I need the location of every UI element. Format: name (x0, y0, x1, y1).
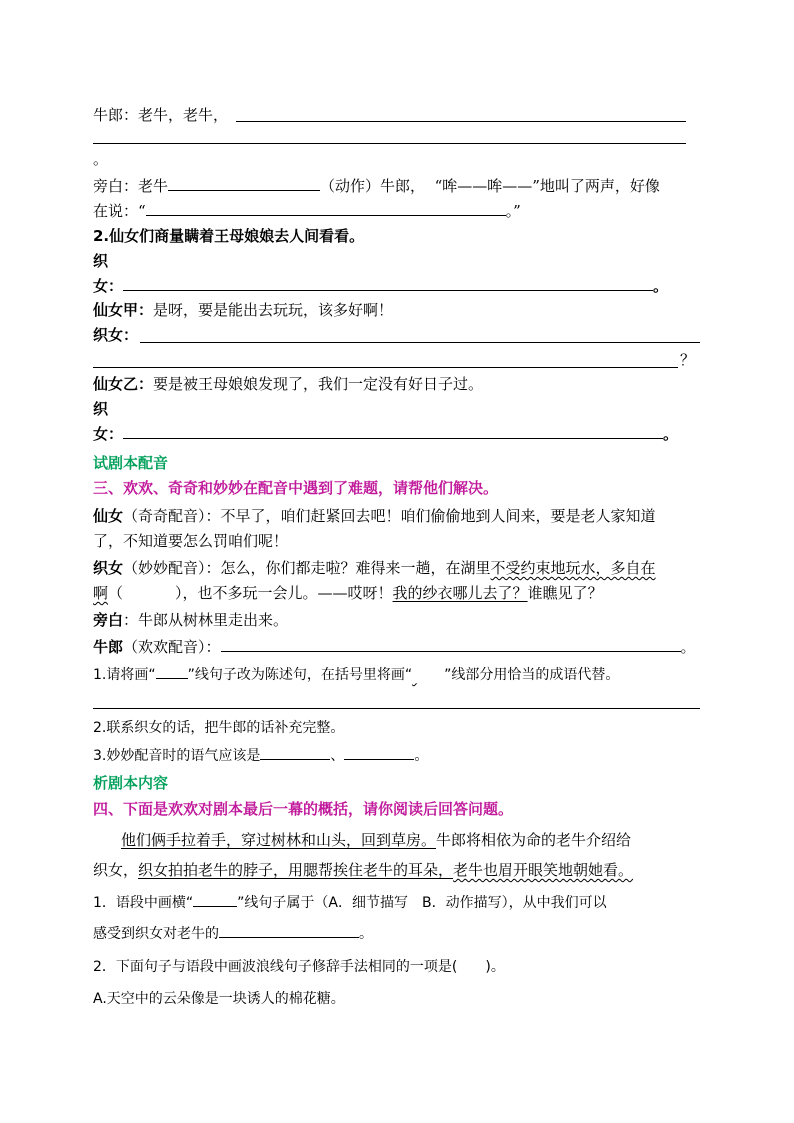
s3-question-3: 3.妙妙配音时的语气应该是 、 。 (93, 748, 429, 764)
answer-blank[interactable] (146, 200, 506, 216)
s4-question-2: 2．下面句子与语段中画波浪线句子修辞手法相同的一项是( )。 (93, 959, 505, 975)
s3-question-2: 2.联系织女的话，把牛郎的话补充完整。 (93, 720, 345, 736)
s4-paragraph-2: 织女，织女拍拍老牛的脖子，用腮帮挨住老牛的耳朵，老牛也眉开眼笑地朝她看。 (93, 861, 634, 879)
section-label: 试剧本配音 (93, 454, 169, 472)
xianjia-line: 仙女甲：是呀，要是能出去玩玩，该多好啊！ (93, 301, 394, 319)
answer-blank[interactable] (123, 275, 653, 291)
xiannv-line-1: 仙女（奇奇配音）：不早了，咱们赶紧回去吧！咱们偷偷地到人间来，要是老人家知道 (93, 507, 656, 525)
section2-heading: 2.仙女们商量瞒着王母娘娘去人间看看。 (93, 227, 365, 245)
section-label: 析剧本内容 (93, 774, 169, 792)
pangbai-line: 旁白：老牛 （动作）牛郎， “哞——哞——”地叫了两声，好像 (93, 177, 660, 195)
zhinv-miao-line-1: 织女（妙妙配音）：怎么，你们都走啦？难得来一趟，在湖里不受约束地玩水，多自在 (93, 559, 656, 577)
answer-blank[interactable] (236, 121, 686, 122)
answer-blank[interactable] (168, 175, 320, 191)
zhinv-line-3: 女： 。 (93, 425, 679, 443)
section4-heading: 四、下面是欢欢对剧本最后一幕的概括，请你阅读后回答问题。 (93, 800, 514, 818)
speaker-label: 织 (93, 252, 109, 270)
end-period: 。 (93, 150, 109, 168)
s4-question-1: 1．语段中画横“ ”线句子属于（A．细节描写 B．动作描写），从中我们可以 (93, 895, 607, 911)
pangbai-line-3: 旁白：牛郎从树林里走出来。 (93, 611, 289, 629)
answer-blank[interactable] (221, 636, 681, 652)
speaker-label: 织 (93, 400, 109, 418)
xianyi-line: 仙女乙：要是被王母娘娘发现了，我们一定没有好日子过。 (93, 375, 484, 393)
pangbai-line-2: 在说：“ 。” (93, 202, 521, 220)
answer-blank[interactable] (219, 924, 359, 938)
answer-blank[interactable] (344, 746, 414, 760)
answer-blank[interactable] (93, 367, 678, 368)
answer-blank[interactable] (260, 746, 330, 760)
answer-blank[interactable] (93, 708, 700, 709)
s4-paragraph-1: 他们俩手拉着手，穿过树林和山头，回到草房。牛郎将相依为命的老牛介绍给 (121, 831, 632, 849)
zhinv-line-2: 织女： (93, 326, 139, 344)
niulang-huan-line: 牛郎（欢欢配音）： 。 (93, 638, 696, 656)
answer-blank[interactable] (140, 342, 700, 343)
zhinv-line-1: 女： 。 (93, 277, 669, 295)
s4-option-a: A.天空中的云朵像是一块诱人的棉花糖。 (93, 991, 345, 1007)
answer-blank[interactable] (93, 143, 686, 144)
section3-heading: 三、欢欢、奇奇和妙妙在配音中遇到了难题，请帮他们解决。 (93, 479, 499, 497)
question-mark: ？ (680, 351, 696, 369)
answer-blank[interactable] (123, 423, 663, 439)
xiannv-line-2: 了，不知道要怎么罚咱们呢！ (93, 532, 289, 550)
niulang-line: 牛郎：老牛，老牛， (93, 106, 229, 124)
zhinv-miao-line-2: 啊（ ），也不多玩一会儿。——哎呀！我的纱衣哪儿去了？谁瞧见了？ (93, 584, 603, 602)
s4-question-1-cont: 感受到织女对老牛的 。 (93, 926, 373, 942)
s3-question-1: 1.请将画“ ”线句子改为陈述句，在括号里将画“ ”线部分用恰当的成语代替。 (93, 667, 620, 683)
